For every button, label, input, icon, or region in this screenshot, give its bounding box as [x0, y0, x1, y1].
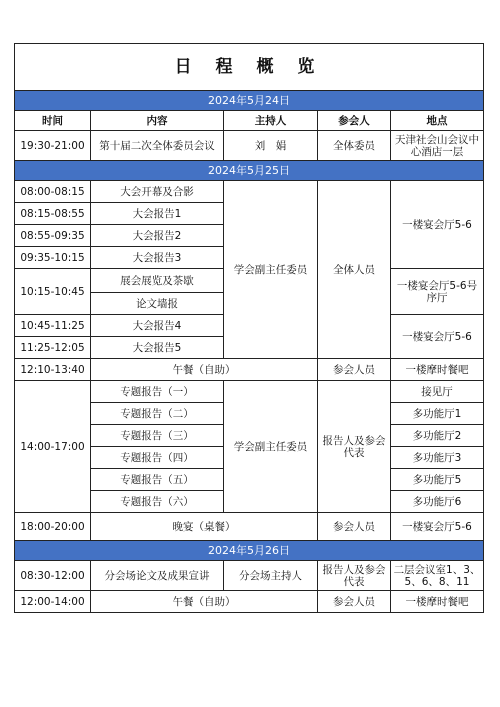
day-header-3: 2024年5月26日 [15, 541, 484, 561]
content-cell: 晚宴（桌餐） [91, 513, 318, 541]
time-cell: 08:55-09:35 [15, 225, 91, 247]
schedule-table [14, 43, 484, 613]
page-title: 日 程 概 览 [15, 44, 484, 91]
time-cell: 18:00-20:00 [15, 513, 91, 541]
time-cell: 08:30-12:00 [15, 561, 91, 591]
content-cell: 专题报告（三） [91, 425, 224, 447]
attendees-cell: 全体人员 [318, 181, 391, 359]
venue-cell: 一楼摩时餐吧 [391, 591, 484, 613]
host-cell: 学会副主任委员 [224, 381, 318, 513]
attendees-cell: 报告人及参会代表 [318, 561, 391, 591]
column-header-content: 内容 [91, 111, 224, 131]
venue-cell: 二层会议室1、3、5、6、8、11 [391, 561, 484, 591]
content-cell: 专题报告（五） [91, 469, 224, 491]
time-cell: 08:15-08:55 [15, 203, 91, 225]
venue-cell: 一楼宴会厅5-6 [391, 513, 484, 541]
attendees-cell: 参会人员 [318, 591, 391, 613]
attendees-cell: 报告人及参会代表 [318, 381, 391, 513]
venue-cell: 多功能厅1 [391, 403, 484, 425]
content-cell: 大会报告3 [91, 247, 224, 269]
table-row [15, 131, 484, 161]
schedule-sheet [14, 43, 483, 613]
column-header-venue: 地点 [391, 111, 484, 131]
time-cell: 09:35-10:15 [15, 247, 91, 269]
time-cell: 11:25-12:05 [15, 337, 91, 359]
venue-cell: 一楼摩时餐吧 [391, 359, 484, 381]
content-cell: 午餐（自助） [91, 359, 318, 381]
column-header-row [15, 111, 484, 131]
day-header-2: 2024年5月25日 [15, 161, 484, 181]
venue-cell: 多功能厅2 [391, 425, 484, 447]
content-cell: 大会报告2 [91, 225, 224, 247]
content-cell: 专题报告（六） [91, 491, 224, 513]
content-cell: 展会展览及茶歇 [91, 269, 224, 293]
host-cell: 刘 娟 [224, 131, 318, 161]
time-cell: 10:45-11:25 [15, 315, 91, 337]
attendees-cell: 参会人员 [318, 513, 391, 541]
content-cell: 大会报告1 [91, 203, 224, 225]
content-cell: 专题报告（一） [91, 381, 224, 403]
venue-cell: 一楼宴会厅5-6 [391, 181, 484, 269]
host-cell: 分会场主持人 [224, 561, 318, 591]
content-cell: 大会开幕及合影 [91, 181, 224, 203]
attendees-cell: 全体委员 [318, 131, 391, 161]
table-row [15, 513, 484, 541]
table-row [15, 359, 484, 381]
host-cell: 学会副主任委员 [224, 181, 318, 359]
time-cell: 10:15-10:45 [15, 269, 91, 315]
venue-cell: 一楼宴会厅5-6 [391, 315, 484, 359]
time-cell: 12:00-14:00 [15, 591, 91, 613]
column-header-attendees: 参会人 [318, 111, 391, 131]
table-row [15, 591, 484, 613]
content-cell: 大会报告4 [91, 315, 224, 337]
time-cell: 14:00-17:00 [15, 381, 91, 513]
venue-cell: 多功能厅3 [391, 447, 484, 469]
column-header-time: 时间 [15, 111, 91, 131]
time-cell: 19:30-21:00 [15, 131, 91, 161]
content-cell: 第十届二次全体委员会议 [91, 131, 224, 161]
venue-cell: 接见厅 [391, 381, 484, 403]
table-row [15, 381, 484, 403]
table-row [15, 561, 484, 591]
venue-cell: 多功能厅5 [391, 469, 484, 491]
venue-cell: 一楼宴会厅5-6号序厅 [391, 269, 484, 315]
content-cell: 专题报告（二） [91, 403, 224, 425]
content-cell: 专题报告（四） [91, 447, 224, 469]
table-row [15, 181, 484, 203]
time-cell: 12:10-13:40 [15, 359, 91, 381]
day-header-1: 2024年5月24日 [15, 91, 484, 111]
venue-cell: 多功能厅6 [391, 491, 484, 513]
content-cell: 论文墙报 [91, 293, 224, 315]
content-cell: 分会场论文及成果宣讲 [91, 561, 224, 591]
venue-cell: 天津社会山会议中心酒店一层 [391, 131, 484, 161]
content-cell: 午餐（自助） [91, 591, 318, 613]
time-cell: 08:00-08:15 [15, 181, 91, 203]
content-cell: 大会报告5 [91, 337, 224, 359]
column-header-host: 主持人 [224, 111, 318, 131]
attendees-cell: 参会人员 [318, 359, 391, 381]
